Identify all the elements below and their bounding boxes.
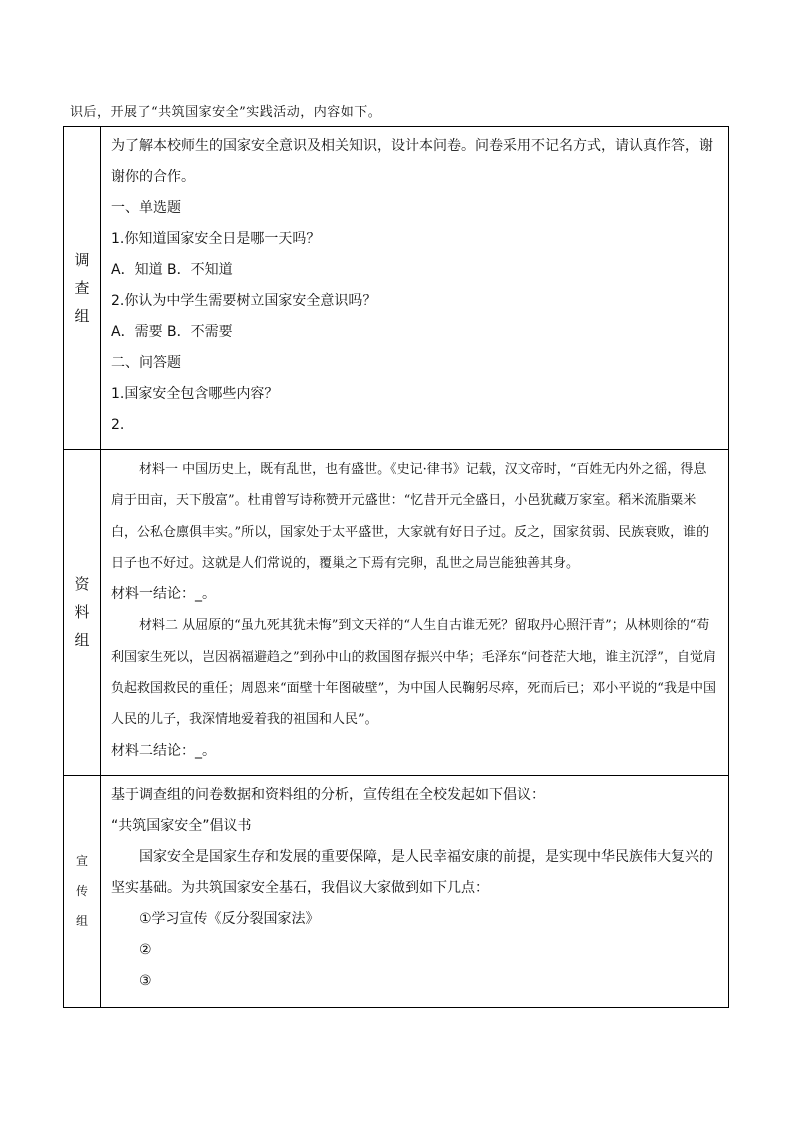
question-3: 1.国家安全包含哪些内容？ bbox=[111, 386, 279, 402]
survey-content-cell bbox=[101, 127, 729, 450]
publicity-intro: 基于调查组的问卷数据和资料组的分析，宣传组在全校发起如下倡议： bbox=[111, 786, 545, 803]
intro-text: 识后，开展了“共筑国家安全”实践活动，内容如下。 bbox=[70, 105, 382, 120]
survey-label: 调 查 组 bbox=[74, 251, 90, 325]
proposal-title: “共筑国家安全”倡议书 bbox=[111, 817, 252, 834]
proposal-item-2: ② bbox=[139, 941, 152, 958]
materials-label-cell bbox=[64, 450, 101, 776]
publicity-label: 宣 传 组 bbox=[75, 854, 88, 929]
activity-table bbox=[63, 126, 729, 1008]
survey-row bbox=[64, 127, 729, 450]
material-1: 材料一 中国历史上，既有乱世，也有盛世。《史记·律书》记载，汉文帝时，“百姓无内外之徭，得息肩于田亩，天下殷富”。杜甫曾写诗称赞开元盛世：“忆昔开元全盛日，小邑犹藏万家室。稻米流脂粟米白，公私仓廪俱丰实。”所以，国家处于太平盛世，大家就有好日子过。反之，国家贫弱、民族衰败，谁的日子也不好过。这就是人们常说的，覆巢之下焉有完卵，乱世之局岂能独善其身。 bbox=[111, 462, 710, 571]
publicity-row bbox=[64, 775, 729, 1007]
publicity-label-cell bbox=[64, 775, 101, 1007]
materials-content-cell bbox=[101, 450, 729, 776]
question-1-options: A．知道 B．不知道 bbox=[111, 262, 233, 278]
materials-row bbox=[64, 450, 729, 776]
publicity-content-cell bbox=[101, 775, 729, 1007]
section2-title: 二、问答题 bbox=[111, 355, 181, 371]
question-4: 2. bbox=[111, 417, 125, 433]
material-1-conclusion: 材料一结论：_。 bbox=[111, 586, 216, 603]
question-1: 1.你知道国家安全日是哪一天吗？ bbox=[111, 231, 321, 247]
materials-label: 资 料 组 bbox=[74, 575, 90, 650]
proposal-item-1: ①学习宣传《反分裂国家法》 bbox=[139, 910, 320, 927]
survey-intro: 为了解本校师生的国家安全意识及相关知识，设计本问卷。问卷采用不记名方式，请认真作答，谢谢你的合作。 bbox=[111, 138, 713, 185]
material-2: 材料二 从屈原的“虽九死其犹未悔”到文天祥的“人生自古谁无死？留取丹心照汗青”；从林则徐的“苟利国家生死以，岂因祸福避趋之”到孙中山的救国图存振兴中华；毛泽东“问苍茫大地，谁主沉浮”，自觉肩负起救国救民的重任；周恩来“面壁十年图破壁”，为中国人民鞠躬尽瘁，死而后已；邓小平说的“我是中国人民的儿子，我深情地爱着我的祖国和人民”。 bbox=[111, 618, 716, 728]
proposal-item-3: ③ bbox=[139, 972, 152, 989]
material-2-conclusion: 材料二结论：_。 bbox=[111, 742, 216, 759]
question-2: 2.你认为中学生需要树立国家安全意识吗？ bbox=[111, 293, 377, 309]
survey-label-cell bbox=[64, 127, 101, 450]
section1-title: 一、单选题 bbox=[111, 200, 181, 216]
proposal-body: 国家安全是国家生存和发展的重要保障，是人民幸福安康的前提，是实现中华民族伟大复兴的坚实基础。为共筑国家安全基石，我倡议大家做到如下几点： bbox=[111, 848, 713, 896]
question-2-options: A．需要 B．不需要 bbox=[111, 324, 233, 340]
